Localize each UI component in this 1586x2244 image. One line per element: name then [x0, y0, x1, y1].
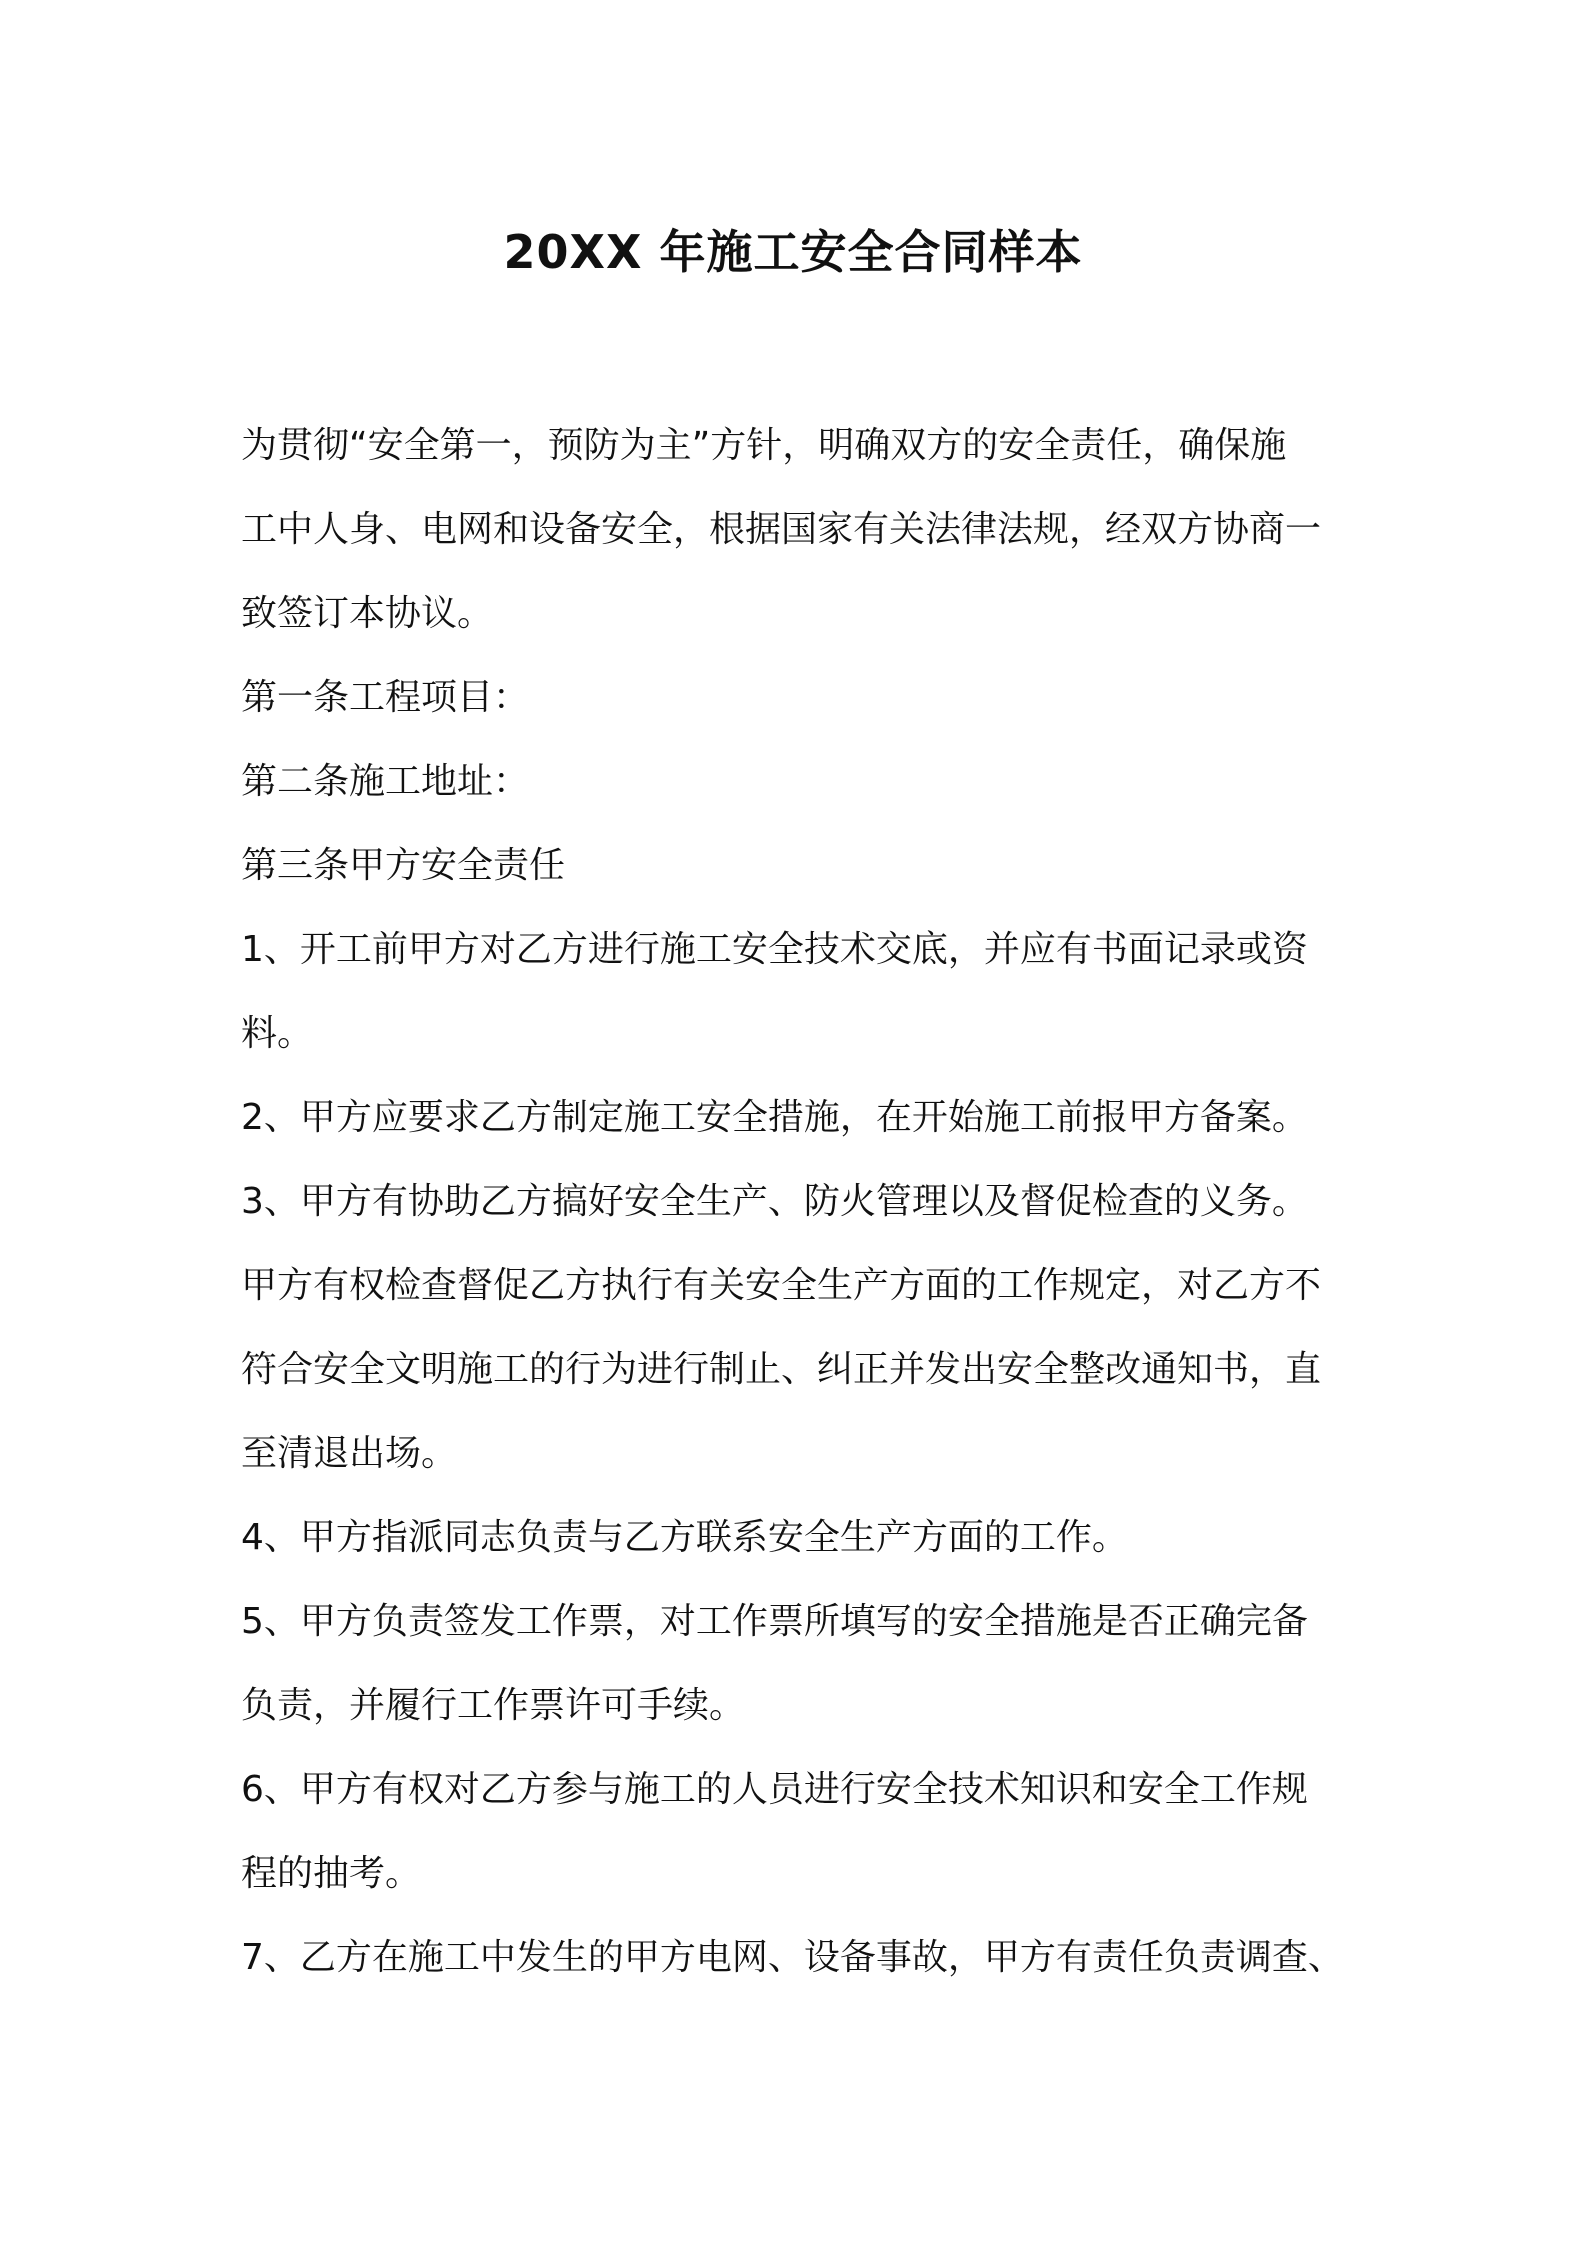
- clause-5: [241, 1580, 1361, 1748]
- document-body: [241, 404, 1361, 2000]
- text-line: 1、开工前甲方对乙方进行施工安全技术交底，并应有书面记录或资: [241, 929, 1308, 970]
- article-3-heading: [241, 824, 1361, 908]
- text-line: 负责，并履行工作票许可手续。: [241, 1685, 746, 1726]
- text-line: 致签订本协议。: [241, 593, 494, 634]
- text-line: 程的抽考。: [241, 1853, 422, 1894]
- text-line: 3、甲方有协助乙方搞好安全生产、防火管理以及督促检查的义务。: [241, 1181, 1308, 1222]
- clause-6: [241, 1748, 1361, 1916]
- clause-2: [241, 1076, 1361, 1160]
- text-line: 2、甲方应要求乙方制定施工安全措施，在开始施工前报甲方备案。: [241, 1097, 1308, 1138]
- text-line: 为贯彻“安全第一，预防为主”方针，明确双方的安全责任，确保施: [241, 425, 1287, 466]
- text-line: 第三条甲方安全责任: [241, 845, 566, 886]
- clause-1: [241, 908, 1361, 1076]
- article-2-heading: [241, 740, 1361, 824]
- text-line: 至清退出场。: [241, 1433, 458, 1474]
- text-line: 第一条工程项目：: [241, 677, 530, 718]
- text-line: 6、甲方有权对乙方参与施工的人员进行安全技术知识和安全工作规: [241, 1769, 1308, 1810]
- text-line: 料。: [241, 1013, 314, 1054]
- text-line: 7、乙方在施工中发生的甲方电网、设备事故，甲方有责任负责调查、: [241, 1937, 1344, 1978]
- article-1-heading: [241, 656, 1361, 740]
- clause-7: [241, 1916, 1361, 2000]
- clause-3: [241, 1160, 1361, 1496]
- text-line: 甲方有权检查督促乙方执行有关安全生产方面的工作规定，对乙方不: [241, 1265, 1322, 1306]
- document-title: 20XX 年施工安全合同样本: [503, 225, 1083, 279]
- text-line: 4、甲方指派同志负责与乙方联系安全生产方面的工作。: [241, 1517, 1128, 1558]
- text-line: 第二条施工地址：: [241, 761, 530, 802]
- intro-paragraph: [241, 404, 1361, 656]
- text-line: 符合安全文明施工的行为进行制止、纠正并发出安全整改通知书，直: [241, 1349, 1322, 1390]
- text-line: 工中人身、电网和设备安全，根据国家有关法律法规，经双方协商一: [241, 509, 1322, 550]
- clause-4: [241, 1496, 1361, 1580]
- text-line: 5、甲方负责签发工作票，对工作票所填写的安全措施是否正确完备: [241, 1601, 1308, 1642]
